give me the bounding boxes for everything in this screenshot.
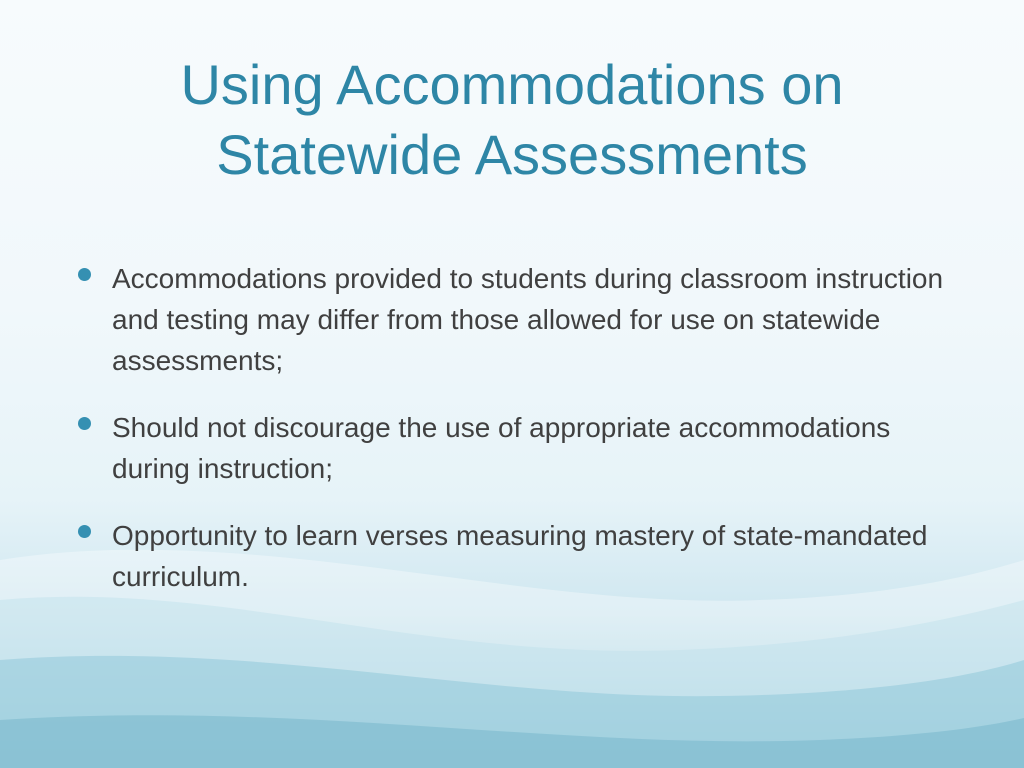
bullet-text: Should not discourage the use of appropriate accommodations during instruction; <box>112 412 891 484</box>
bullet-text: Opportunity to learn verses measuring mastery of state-mandated curriculum. <box>112 520 928 592</box>
bullet-list <box>76 258 956 623</box>
bullet-dot-icon <box>78 525 91 538</box>
bullet-item <box>76 407 956 489</box>
slide-title <box>60 50 964 190</box>
bullet-item <box>76 258 956 381</box>
title-line-2: Statewide Assessments <box>216 123 808 186</box>
bullet-text: Accommodations provided to students during classroom instruction and testing may differ from those allowed for use on statewide assessments; <box>112 263 944 376</box>
bullet-dot-icon <box>78 417 91 430</box>
title-line-1: Using Accommodations on <box>180 53 844 116</box>
bullet-item <box>76 515 956 597</box>
bullet-dot-icon <box>78 268 91 281</box>
